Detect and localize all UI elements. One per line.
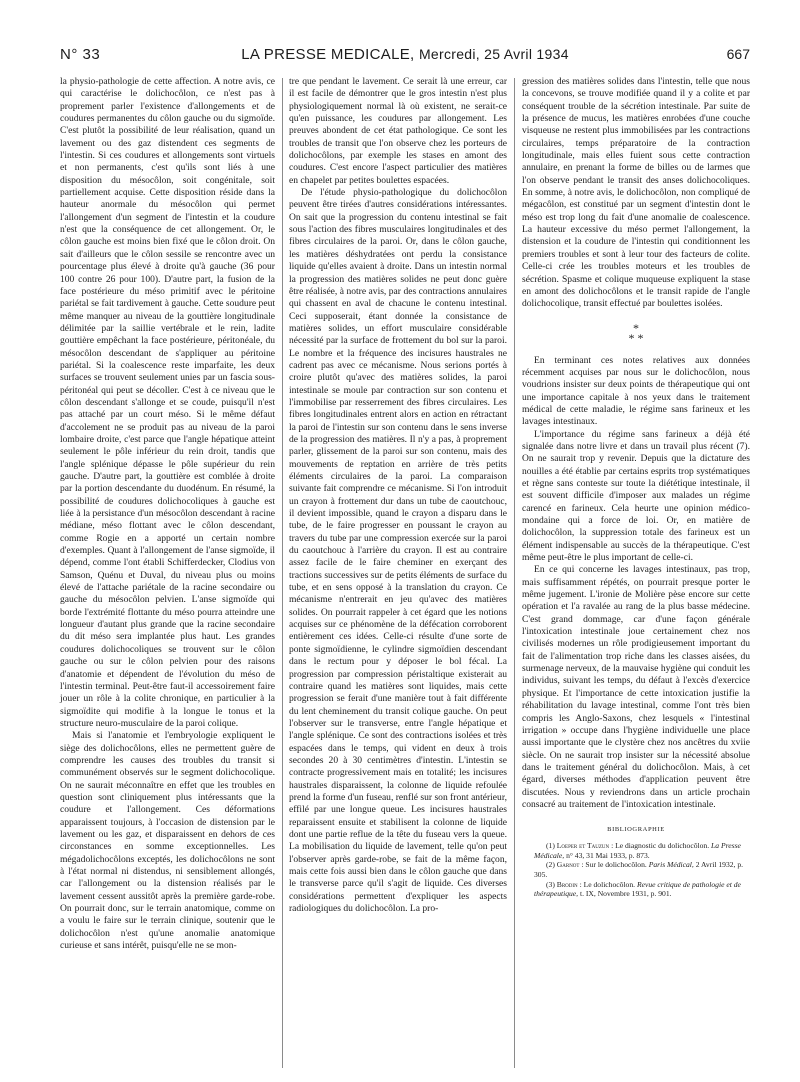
paragraph: En ce qui concerne les lavages intestinaux, pas trop, mais suffisamment répétés, on pourrait presque porter le même jugement. L'ironie de Molière pèse encore sur cette opération et l'a ravalée au rang de la plus basse médecine. C'est grand dommage, car d'une façon générale l'intoxication intestinale joue certainement chez nos civilisés modernes un rôle prodigieusement important du fait de l'alimentation trop riche dans les classes aisées, du surmenage nerveux, de la mauvaise hygiène qui conduit les individus, suivant les temps, du défaut à l'excès d'exercice physique. Et l'importance de cette intoxication justifie la réhabilitation du lavage intestinal, comme l'ont très bien compris les Anglo-Saxons, chez lesquels « l'intestinal irrigation » occupe dans l'hygiène individuelle une place aussi importante que le clystère chez nos ancêtres du xviie siècle. On ne saurait trop insister sur la nécessité absolue dans le traitement général du dolichocôlon. Mais, à cet égard, diverses méthodes d'application peuvent être discutées. Nous y reviendrons dans un article prochain consacré au traitement de l'intoxication intestinale.	[522, 564, 750, 810]
ref-authors: Brodin	[556, 879, 578, 889]
column-divider	[514, 78, 515, 1068]
paragraph: De l'étude physio-pathologique du dolichocôlon peuvent être tirées d'autres considérations intéressantes. On sait que la progression du contenu intestinal se fait sous l'action des fibres musculaires longitudinales et des fibres circulaires de la paroi. Or, dans le côlon gauche, les matières déshydratées ont perdu la consistance liquide qu'elles avaient à droite. Dans un intestin normal la progression des matières solides ne peut donc guère être réalisée, à notre avis, par des contractions annulaires qui chassent en aval de chacune le contenu intestinal. Ceci supposerait, étant donnée la consistance de matières solides, un effort musculaire considérable nécessité par la surface de frottement du bol sur la paroi. Le nombre et la fréquence des incisures haustrales ne cadrent pas avec ce mécanisme. Nous serions portés à croire plutôt qu'avec des matières solides, la paroi intestinale se moule par contraction sur son contenu et l'immobilise par resserrement des fibres circulaires. Les fibres longitudinales entrent alors en action en rétractant la paroi de l'intestin sur son contenu dans le sens inverse de la progression des matières. Il n'y a pas, à proprement parler, glissement de la paroi sur son contenu, mais des mouvements de reptation en arrière de très petits éléments circulaires de la paroi. La comparaison suivante fait comprendre ce mécanisme. Si l'on introduit un crayon à frottement dur dans un tube de caoutchouc, il devient impossible, quand le crayon a disparu dans le tube, de le faire progresser en poussant le crayon au travers du tube par une compression exercée sur la paroi du caoutchouc à l'arrière du crayon. Il est au contraire assez facile de le faire cheminer en exerçant des tractions successives sur de petits éléments de surface du tube, et en sens opposé à la translation du crayon. Ce mécanisme n'entrerait en jeu qu'avec des matières solides. On pourrait rappeler à cet égard que les notions acquises sur ce phénomène de la défécation corroborent entièrement ces idées. Celle-ci résulte d'une sorte de ponte sigmoïdienne, le cylindre sigmoïdien descendant dans le rectum pour y déposer le bol fécal. La progression par compression péristaltique existerait au contraire quand les matières sont liquides, mais cette progression se ferait d'une manière tout à fait différente du lent cheminement du transit colique gauche. On peut l'observer sur le transverse, entre l'angle hépatique et l'angle splénique. Ce sont des contractions isolées et très espacées dans le temps, qui vident en deux à trois secondes 20 à 30 centimètres d'intestin. L'intestin se contracte progressivement mais en totalité; les incisures haustrales disparaissent, la colonne de liquide refoulée prend la forme d'un fuseau, renflé sur son front antérieur, effilé par une longue queue. Les incisures haustrales reparaissent ensuite et stabilisent la colonne de liquide dont une partie reflue de la tête du fuseau vers la queue. La mobilisation du liquide de lavement, telle qu'on peut l'observer après garde-robe, se fait de la même façon, mais cette fois aussi bien dans le côlon gauche que dans le transverse parce qu'il s'agit de liquide. Ces diverses considérations permettent d'expliquer les aspects radiologiques du dolichocôlon. La pro-	[289, 187, 507, 915]
ref-text: : Le diagnostic du dolichocôlon.	[611, 841, 710, 851]
paragraph: la physio-pathologie de cette affection. A notre avis, ce qui caractérise le dolichocôlon, ce n'est pas à proprement parler l'existence d'allongements et de coudures permanentes du côlon gauche ou du sigmoïde. C'est plutôt la possibilité de leur réalisation, quand un lavement ou des gaz distendent ces segments de l'intestin. Si ces coudures et allongements sont virtuels et non permanents, c'est qu'ils sont liés à une disposition du mésocôlon, soit congénitale, soit partiellement acquise. Cette disposition réside dans la hauteur anormale du mésocôlon qui permet l'allongement d'un segment de l'intestin et la coudure n'est que la conséquence de cet allongement. Or, le côlon gauche est moins bien fixé que le côlon droit. On sait d'ailleurs que le côlon sessile se rencontre avec un pourcentage plus élevé à droite qu'à gauche (36 pour 100 contre 26 pour 100). D'autre part, la fusion de la face postérieure du méso primitif avec le péritoine pariétal se fait tardivement à gauche. Cette soudure peut même manquer au niveau de la gouttière longitudinale délimitée par la saillie vertébrale et le rein, ladite gouttière empêchant la face postérieure, péritonéale, du mésocôlon descendant de s'appliquer au péritoine pariétal. Si la coalescence reste imparfaite, les deux surfaces se trouvent seulement unies par un fascia sous-péritonéal qui peut se décoller. C'est à ce niveau que le côlon descendant s'allonge et se coude, puisqu'il n'est pas attaché par un court méso. Si le même défaut d'accolement ne se produit pas au niveau de la paroi lombaire droite, c'est parce que l'angle hépatique atteint seulement le pôle inférieur du rein droit, tandis que l'angle splénique dépasse le pôle supérieur du rein gauche. D'autre part, la gouttière est comblée à droite par la portion descendante du duodénum. En résumé, la possibilité de coudures dolichocoliques à gauche est liée à la persistance d'un mésocôlon descendant à racine médiane, méso flottant avec le côlon descendant, comme Rogie en a apporté un certain nombre d'exemples. Quant à l'allongement de l'anse sigmoïde, il dépend, comme l'ont établi Schifferdecker, Clodius von Samson, Quénu et Duval, du niveau plus ou moins élevé de l'attache pariétale de la racine secondaire ou gauche du mésocôlon pelvien. L'anse sigmoïde qui borde l'extrémité flottante du méso pourra atteindre une longueur d'autant plus grande que la racine secondaire du dit méso sera implantée plus haut. Les grandes coudures dolichocoliques se trouvent sur le côlon gauche ou sur le côlon pelvien pour des raisons d'anatomie et dépendent de l'évolution du méso de l'intestin terminal. Peut-être faut-il accessoirement faire jouer un rôle à la colite chronique, en particulier à la sigmoïdite qui modifie à la longue le tonus et la structure neuro-musculaire de la paroi colique.	[60, 76, 275, 729]
issue-number: N° 33	[60, 46, 101, 63]
ref-tail: 2 Avril 1932, p. 305.	[534, 860, 744, 880]
ref-tail: t. IX, Novembre 1931, p. 901.	[579, 889, 672, 899]
column-divider	[282, 78, 283, 1068]
journal-title-line	[60, 46, 750, 63]
ref-text: : Le dolichocôlon.	[579, 879, 636, 889]
text-column-3	[522, 76, 750, 899]
asterism-top: *	[633, 320, 639, 335]
ref-number: (1)	[546, 841, 555, 851]
paragraph: tre que pendant le lavement. Ce serait là une erreur, car il est facile de démontrer que le gros intestin n'est plus physiologiquement normal là où existent, ne serait-ce qu'en puissance, les coudures par allongement. Les preuves abondent de cet état pathologique. Ce sont les troubles de transit que l'on observe chez les porteurs de dolichocôlons, par exemple les stases en amont des coudures. C'est encore l'aspect particulier des matières en chapelet par petites boulettes espacées.	[289, 76, 507, 186]
ref-tail: n° 43, 31 Mai 1933, p. 873.	[566, 850, 650, 860]
text-column-2	[289, 76, 507, 915]
text-column-1	[60, 76, 275, 952]
ref-number: (3)	[546, 879, 555, 889]
bibliography-item	[522, 860, 750, 879]
journal-title: LA PRESSE MEDICALE,	[241, 46, 415, 63]
page-header	[60, 46, 750, 68]
bibliography-item	[522, 880, 750, 899]
paragraph: En terminant ces notes relatives aux données récemment acquises par nous sur le dolichocôlon, nous voudrions insister sur deux points de thérapeutique qui ont une importance capitale à nos yeux dans le traitement médical de cette maladie, le régime sans farineux et les lavages intestinaux.	[522, 354, 750, 428]
paragraph: Mais si l'anatomie et l'embryologie expliquent le siège des dolichocôlons, elles ne permettent guère de comprendre les causes des troubles du transit si communément observés sur le segment dolichocolique. On ne saurait méconnaître en effet que les troubles en question sont cliniquement plus intéressants que la coudure et l'allongement. Ces déformations apparaissent toujours, à l'occasion de distension par le lavement ou les gaz, et disparaissent en dehors de ces circonstances en somme exceptionnelles. Les mégadolichocôlons exceptés, les dolichocôlons ne sont à l'état normal ni distendus, ni sensiblement allongés, car l'allongement ou la distension réalisés par le lavement cessent aussitôt après la première garde-robe. On pourrait donc, sur le terrain anatomique, comme on a voulu le faire sur le terrain clinique, soutenir que le dolichocôlon n'est qu'une anomalie anatomique curieuse et sans intérêt, puisqu'elle ne se mon-	[60, 730, 275, 952]
ref-authors: Loeper et Tauzun	[556, 841, 610, 851]
ref-journal: La Presse Médicale,	[534, 841, 741, 860]
page-number: 667	[726, 46, 750, 62]
paragraph: gression des matières solides dans l'intestin, telle que nous la concevons, se trouve modifiée quand il y a colite et par conséquent trouble de la sécrétion intestinale. Par suite de la présence de mucus, les matières enrobées d'une couche visqueuse ne restent plus immobilisées par les contractions circulaires, temps préparatoire de la contraction longitudinale, mais elles fuient sous cette contraction annulaire, en prenant la forme de billes ou de larmes que l'on observe pendant le transit des anses dolichocoliques. En somme, à notre avis, le dolichocôlon, non compliqué de mégacôlon, est constitué par un segment d'intestin dont le méso est trop long du fait d'une anomalie de coalescence. La hauteur excessive du méso permet l'allongement, la distension et la coudure de l'intestin qui conditionnent les premiers troubles et sont à leur tour des facteurs de colite. Celle-ci crée les troubles moteurs et les troubles de sécrétion. Spasme et colique muqueuse expliquent la stase en amont des dolichocôlons et le transit rapide de l'angle dolichocolique, transit effectué par boulettes isolées.	[522, 76, 750, 310]
paragraph: L'importance du régime sans farineux a déjà été signalée dans notre livre et dans un travail plus récent (7). On ne saurait trop y revenir. Depuis que la dictature des nouilles a été établie par certains esprits trop systématiques et règne sans conteste sur toute la diététique intestinale, il est souvent difficile d'imposer aux malades un régime carencé en farineux. Cela heurte une opinion médico-mondaine qui a force de loi. Or, en matière de dolichocôlon, la suppression totale des farineux est un élément indispensable au succès de la thérapeutique. C'est même peut-être le plus important de celle-ci.	[522, 428, 750, 564]
ref-journal: Paris Médical,	[648, 860, 694, 870]
bibliography-title: BIBLIOGRAPHIE	[607, 826, 665, 834]
section-asterism	[522, 320, 750, 345]
ref-authors: Garnot	[556, 860, 580, 870]
ref-journal: Revue critique de pathologie et de thérapeutique,	[534, 879, 741, 899]
issue-date: Mercredi, 25 Avril 1934	[418, 46, 569, 62]
bibliography-item	[522, 841, 750, 860]
ref-text: : Sur le dolichocôlon.	[581, 860, 647, 870]
asterism-bottom: * *	[628, 330, 644, 345]
ref-number: (2)	[546, 860, 555, 870]
